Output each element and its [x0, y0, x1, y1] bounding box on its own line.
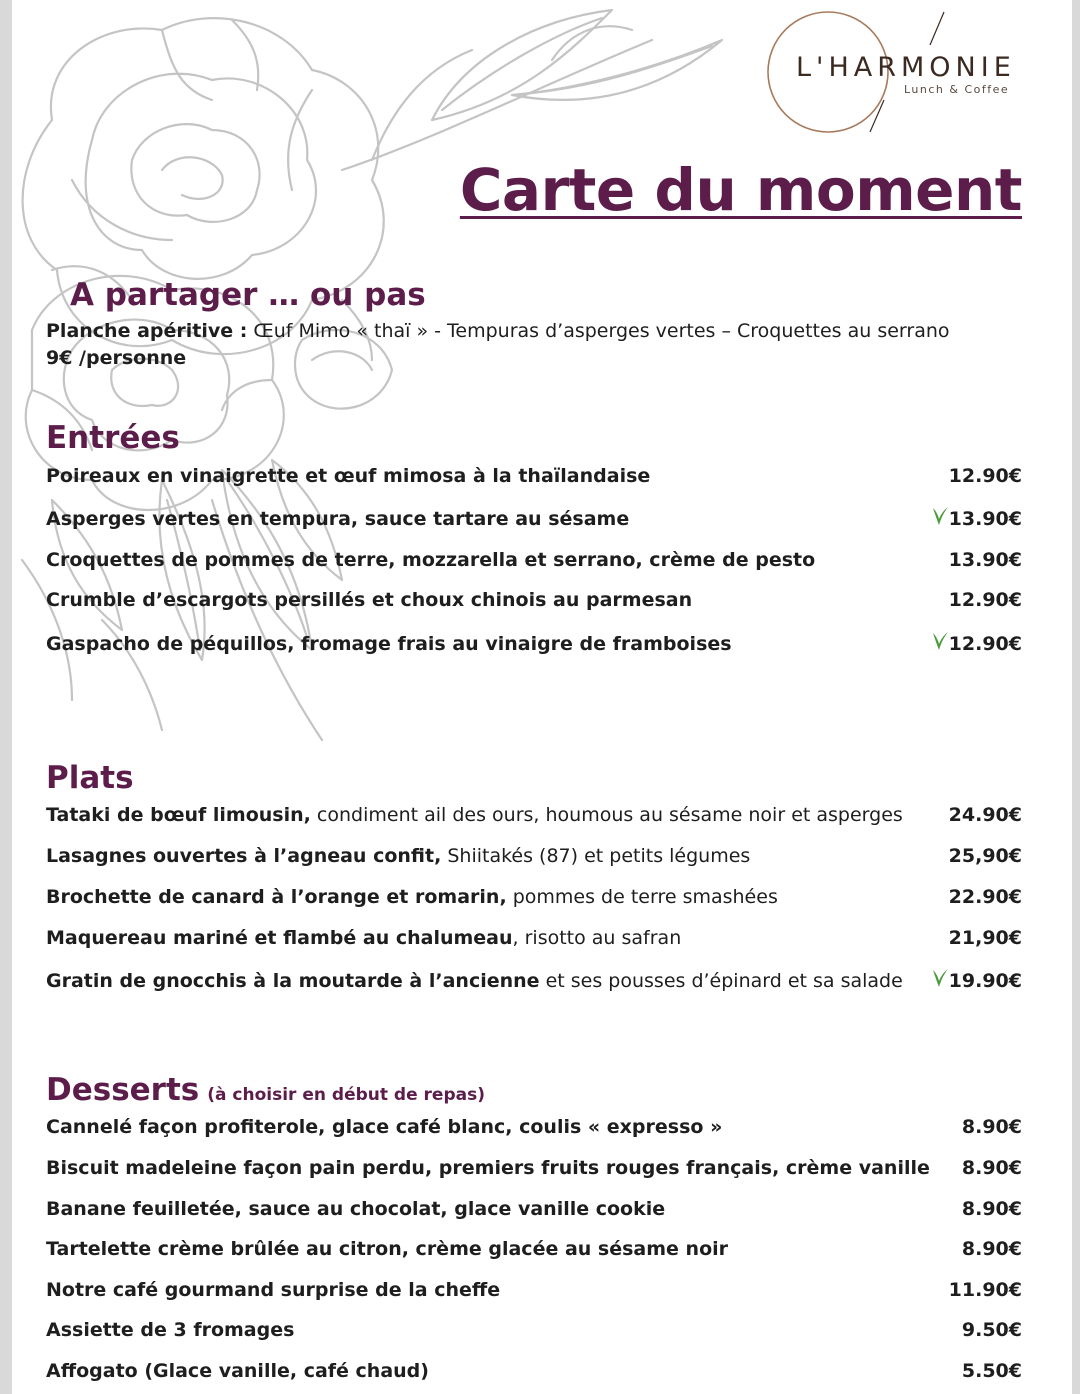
menu-item-text: [46, 845, 750, 867]
menu-item-name: Gratin de gnocchis à la moutarde à l’ancienne: [46, 970, 540, 992]
heading-desserts: [46, 1072, 485, 1108]
menu-item: [46, 886, 1022, 914]
sharing-board-items: Œuf Mimo « thaï » - Tempuras d’asperges vertes – Croquettes au serrano: [253, 320, 950, 342]
menu-item: [46, 633, 1022, 661]
logo-name: L'HARMONIE: [796, 52, 1016, 83]
page-title: Carte du moment: [459, 156, 1022, 224]
menu-item: [46, 508, 1022, 536]
menu-item-name: Crumble d’escargots persillés et choux chinois au parmesan: [46, 589, 693, 611]
menu-item-price: 8.90€: [961, 1157, 1022, 1179]
heading-sharing: A partager … ou pas: [70, 277, 426, 313]
menu-item-name: Affogato (Glace vanille, café chaud): [46, 1360, 429, 1382]
menu-item-text: [46, 927, 681, 949]
menu-item-text: [46, 633, 732, 655]
sharing-board-label: Planche apéritive :: [46, 320, 248, 342]
heading-plats: Plats: [46, 760, 134, 796]
menu-item-text: [46, 1157, 930, 1179]
menu-item: [46, 1157, 1022, 1185]
menu-item: [46, 1238, 1022, 1266]
menu-item: [46, 1198, 1022, 1226]
menu-item-price: 8.90€: [961, 1238, 1022, 1260]
menu-item-text: [46, 549, 815, 571]
menu-item-price: 8.90€: [961, 1116, 1022, 1138]
menu-item-name: Maquereau mariné et flambé au chalumeau: [46, 927, 513, 949]
menu-item-price: 13.90€: [948, 508, 1022, 530]
menu-item-text: [46, 970, 903, 992]
menu-item: [46, 1279, 1022, 1307]
sharing-board-price: 9€ /personne: [46, 347, 187, 369]
menu-item-price: 22.90€: [948, 886, 1022, 908]
menu-item-price: 5.50€: [961, 1360, 1022, 1382]
menu-item-price: 24.90€: [948, 804, 1022, 826]
menu-item-description: , risotto au safran: [512, 927, 682, 949]
menu-item: [46, 465, 1022, 493]
menu-page: [12, 0, 1072, 1394]
menu-item-price: 8.90€: [961, 1198, 1022, 1220]
menu-item-text: [46, 1360, 429, 1382]
desserts-note: (à choisir en début de repas): [207, 1085, 485, 1105]
heading-entrees: Entrées: [46, 420, 180, 456]
leaf-icon: [930, 966, 950, 990]
menu-item: [46, 845, 1022, 873]
menu-item-name: Poireaux en vinaigrette et œuf mimosa à la thaïlandaise: [46, 465, 651, 487]
menu-item-price: 12.90€: [948, 589, 1022, 611]
menu-item-name: Banane feuilletée, sauce au chocolat, glace vanille cookie: [46, 1198, 666, 1220]
menu-item-text: [46, 1238, 728, 1260]
brand-logo: [752, 0, 1052, 140]
menu-item-name: Biscuit madeleine façon pain perdu, premiers fruits rouges français, crème vanille: [46, 1157, 930, 1179]
menu-item: [46, 1116, 1022, 1144]
menu-item-price: 13.90€: [948, 549, 1022, 571]
menu-item: [46, 1360, 1022, 1388]
menu-item: [46, 549, 1022, 577]
menu-item-text: [46, 1319, 294, 1341]
logo-tagline: Lunch & Coffee: [904, 83, 1010, 96]
menu-item-price: 9.50€: [961, 1319, 1022, 1341]
menu-item-price: 21,90€: [948, 927, 1022, 949]
menu-item-price: 19.90€: [948, 970, 1022, 992]
menu-item-text: [46, 1279, 500, 1301]
menu-item-price: 25,90€: [948, 845, 1022, 867]
menu-item-name: Tataki de bœuf limousin,: [46, 804, 311, 826]
menu-item-text: [46, 804, 903, 826]
menu-item-name: Lasagnes ouvertes à l’agneau confit,: [46, 845, 442, 867]
menu-item-text: [46, 1198, 665, 1220]
menu-item-name: Notre café gourmand surprise de la cheffe: [46, 1279, 501, 1301]
menu-item: [46, 970, 1022, 998]
menu-item-name: Brochette de canard à l’orange et romarin,: [46, 886, 507, 908]
menu-item-text: [46, 589, 692, 611]
menu-item-price: 12.90€: [948, 633, 1022, 655]
menu-item-price: 11.90€: [948, 1279, 1022, 1301]
menu-item-description: Shiitakés (87) et petits légumes: [441, 845, 751, 867]
menu-item-text: [46, 465, 650, 487]
menu-item: [46, 589, 1022, 617]
menu-item-description: condiment ail des ours, houmous au sésame noir et asperges: [310, 804, 903, 826]
menu-item-name: Asperges vertes en tempura, sauce tartare au sésame: [46, 508, 630, 530]
menu-item-description: pommes de terre smashées: [506, 886, 778, 908]
menu-item: [46, 1319, 1022, 1347]
menu-item-name: Tartelette crème brûlée au citron, crème glacée au sésame noir: [46, 1238, 729, 1260]
menu-item-description: et ses pousses d’épinard et sa salade: [539, 970, 903, 992]
menu-item-price: 12.90€: [948, 465, 1022, 487]
menu-item-text: [46, 1116, 722, 1138]
leaf-icon: [930, 629, 950, 653]
menu-item-name: Cannelé façon profiterole, glace café blanc, coulis « expresso »: [46, 1116, 723, 1138]
menu-item: [46, 804, 1022, 832]
menu-item-text: [46, 508, 629, 530]
menu-item: [46, 927, 1022, 955]
menu-item-name: Assiette de 3 fromages: [46, 1319, 295, 1341]
leaf-icon: [930, 504, 950, 528]
heading-desserts-label: Desserts: [46, 1072, 200, 1108]
sharing-board: [46, 320, 950, 342]
menu-item-text: [46, 886, 778, 908]
menu-item-name: Croquettes de pommes de terre, mozzarella et serrano, crème de pesto: [46, 549, 816, 571]
menu-item-name: Gaspacho de péquillos, fromage frais au vinaigre de framboises: [46, 633, 732, 655]
